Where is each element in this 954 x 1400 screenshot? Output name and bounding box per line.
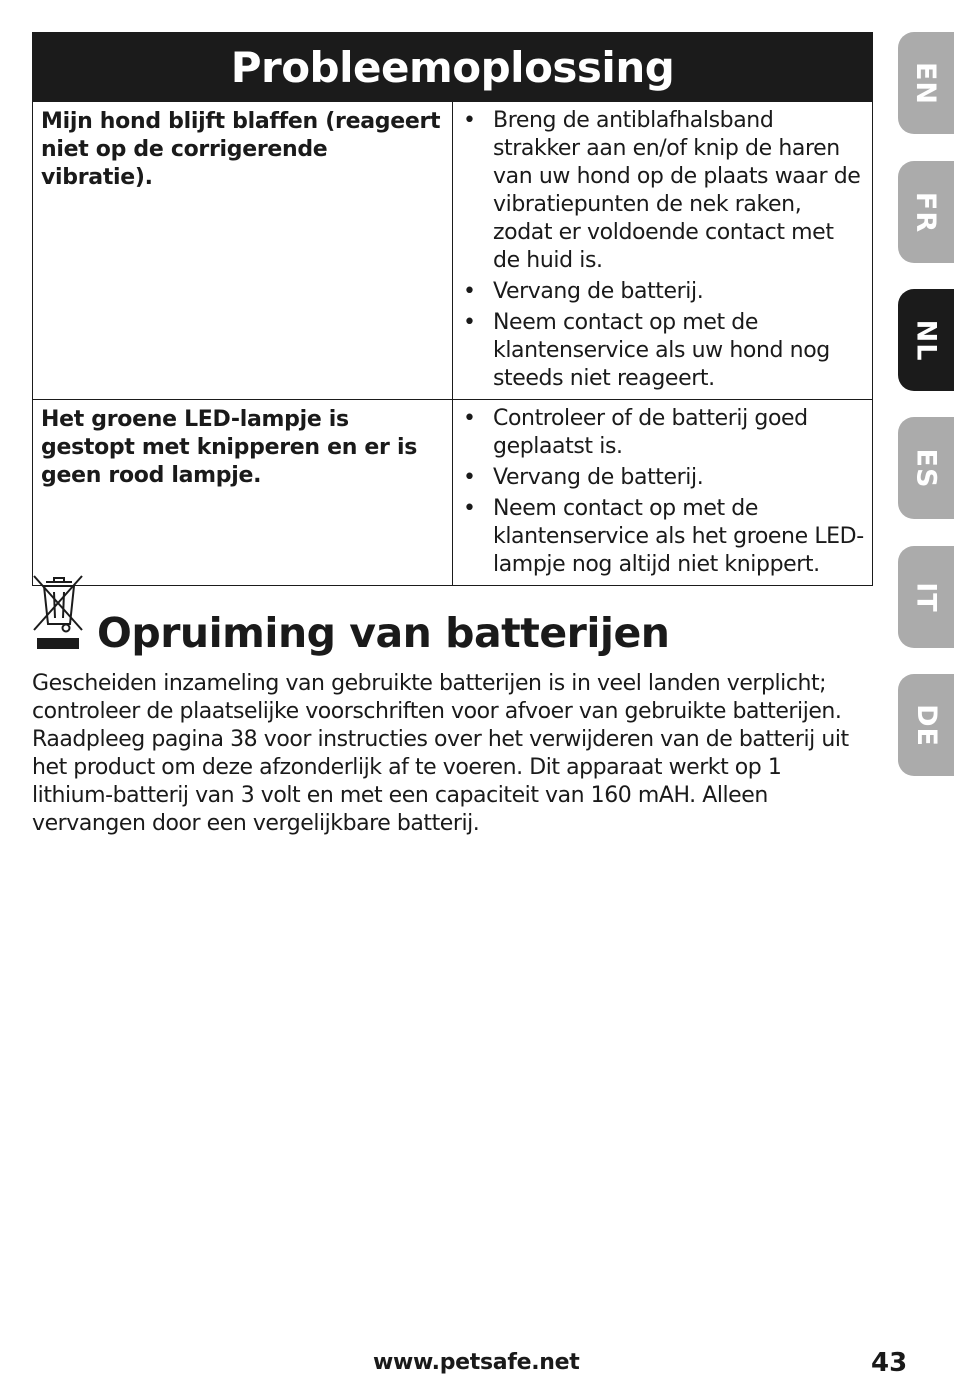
tab-fr[interactable] — [898, 161, 954, 263]
disposal-text: Gescheiden inzameling van gebruikte batterijen is in veel landen verplicht; controleer de plaatselijke voorschriften voor afvoer van gebruikte batterijen. Raadpleeg pagina 38 voor instructies over het verwijderen van de batterij uit het product om deze afzonderlijk af te voeren. Dit apparaat werkt op 1 lithium-batterij van 3 volt en met een capaciteit van 160 mAH. Alleen vervangen door een vergelijkbare batterij. — [32, 671, 849, 836]
disposal-title: Opruiming van batterijen — [97, 609, 670, 657]
tab-de[interactable] — [898, 674, 954, 776]
solution-list — [463, 107, 866, 393]
solution-cell — [453, 102, 873, 400]
troubleshooting-table — [32, 32, 873, 586]
problem-cell: Het groene LED-lampje is gestopt met knipperen en er is geen rood lampje. — [33, 400, 453, 586]
list-item: • Breng de antiblafhalsband strakker aan en/of knip de haren van uw hond op de plaats waar de vibratiepunten de nek raken, zodat er voldoende contact met de huid is. — [463, 107, 866, 275]
problem-cell: Mijn hond blijft blaffen (reageert niet op de corrigerende vibratie). — [33, 102, 453, 400]
tab-label: EN — [910, 61, 942, 105]
website-link[interactable]: www.petsafe.net — [373, 1350, 580, 1375]
table-row — [33, 400, 873, 586]
page-number: 43 — [871, 1348, 908, 1378]
tab-label: NL — [910, 319, 942, 361]
solution-cell — [453, 400, 873, 586]
troubleshooting-title: Probleemoplossing — [33, 33, 873, 102]
tab-label: ES — [910, 448, 942, 488]
tab-it[interactable] — [898, 546, 954, 648]
list-item: • Neem contact op met de klantenservice als het groene LED-lampje nog altijd niet knippert. — [463, 495, 866, 579]
solution-list — [463, 405, 866, 579]
table-row — [33, 102, 873, 400]
tab-en[interactable] — [898, 32, 954, 134]
crossed-out-wheelie-bin-icon — [32, 574, 84, 652]
list-item: • Vervang de batterij. — [463, 278, 866, 306]
list-item: • Vervang de batterij. — [463, 464, 866, 492]
tab-label: IT — [910, 581, 942, 613]
list-item: • Controleer of de batterij goed geplaatst is. — [463, 405, 866, 461]
tab-nl[interactable] — [898, 289, 954, 391]
tab-es[interactable] — [898, 417, 954, 519]
list-item: • Neem contact op met de klantenservice als uw hond nog steeds niet reageert. — [463, 309, 866, 393]
tab-label: FR — [910, 191, 942, 233]
tab-label: DE — [910, 703, 942, 747]
